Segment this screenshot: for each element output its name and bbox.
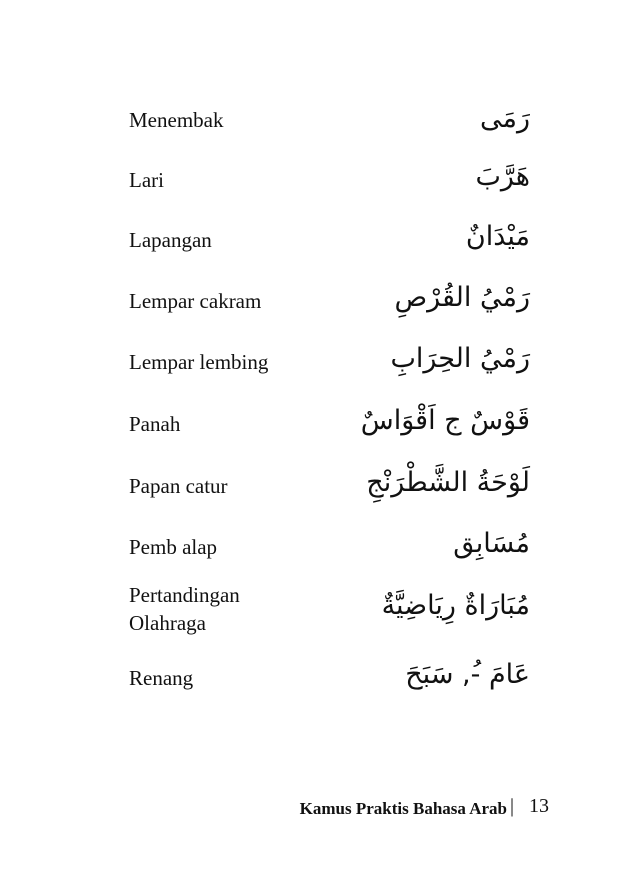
- indonesian-term: Renang: [129, 666, 194, 690]
- indonesian-term: Pertandingan: [129, 583, 240, 607]
- arabic-term: عَامَ -ُ, سَبَحَ: [405, 659, 530, 690]
- indonesian-term: Lempar cakram: [129, 289, 262, 313]
- arabic-term: مُسَابِق: [453, 528, 530, 559]
- page-footer: [0, 793, 638, 823]
- arabic-term: هَرَّبَ: [475, 161, 530, 192]
- indonesian-term: Lapangan: [129, 228, 212, 252]
- arabic-term: قَوْسٌ ج اَقْوَاسٌ: [360, 405, 530, 436]
- arabic-term: مُبَارَاةٌ رِيَاضِيَّةٌ: [381, 590, 530, 621]
- indonesian-term-line-2: Olahraga: [129, 611, 206, 635]
- arabic-term: رَمْيُ الحِرَابِ: [390, 343, 530, 374]
- book-title: Kamus Praktis Bahasa Arab: [299, 799, 507, 818]
- indonesian-term: Papan catur: [129, 474, 228, 498]
- indonesian-term: Pemb alap: [129, 535, 218, 559]
- arabic-term: مَيْدَانٌ: [465, 221, 530, 252]
- arabic-term: لَوْحَةُ الشَّطْرَنْجِ: [366, 467, 530, 498]
- indonesian-term: Panah: [129, 412, 181, 436]
- indonesian-term: Lempar lembing: [129, 350, 269, 374]
- arabic-term: رَمْيُ القُرْصِ: [394, 282, 530, 313]
- indonesian-term: Lari: [129, 168, 164, 192]
- arabic-term: رَمَى: [479, 103, 530, 134]
- page-number: 13: [529, 795, 549, 817]
- footer-separator: |: [510, 795, 515, 817]
- indonesian-term: Menembak: [129, 108, 224, 132]
